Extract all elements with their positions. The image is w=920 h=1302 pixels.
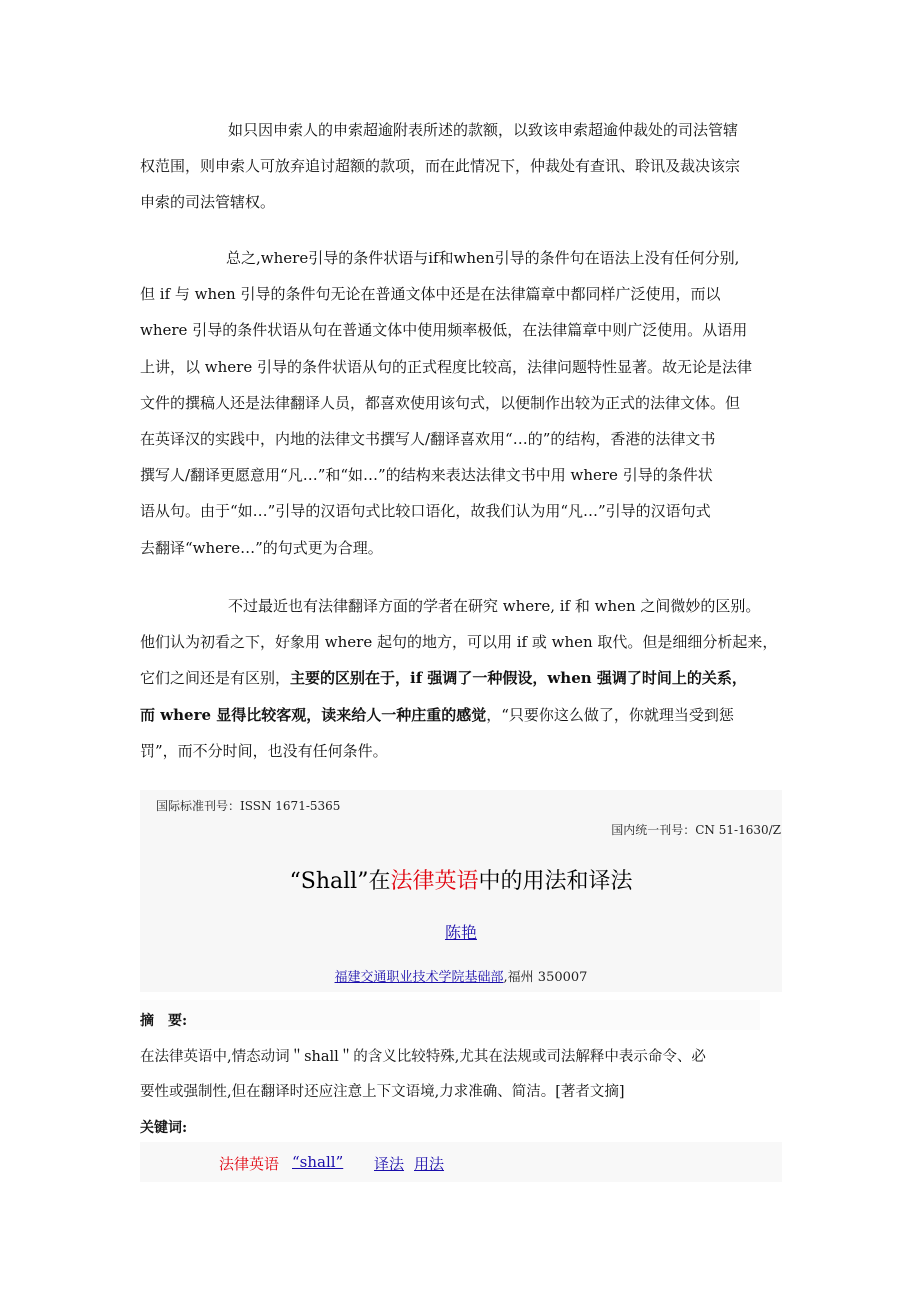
title-highlight: 法律英语 — [390, 869, 479, 894]
paragraph-3 — [140, 588, 790, 769]
paragraph-3-line — [140, 660, 790, 696]
article-title — [140, 864, 782, 895]
abstract-label: 摘 要: — [140, 1013, 188, 1029]
paragraph-3-line: 罚”，而不分时间，也没有任何条件。 — [140, 741, 388, 760]
normal-text: 它们之间还是有区别， — [140, 669, 291, 688]
paragraph-1 — [140, 112, 790, 221]
affiliation-link[interactable]: 福建交通职业技术学院基础部 — [334, 970, 504, 985]
keywords-label: 关键词: — [140, 1120, 188, 1136]
abstract-line: 在法律英语中,情态动词＂shall＂的含义比较特殊,尤其在法规或司法解释中表示命令、必 — [140, 1049, 706, 1065]
author-link[interactable]: 陈艳 — [444, 923, 477, 942]
paragraph-2-line: 撰写人/翻译更愿意用“凡…”和“如…”的结构来表达法律文书中用 where 引导的条件状 — [140, 466, 713, 485]
paragraph-1-line: 申索的司法管辖权。 — [140, 193, 276, 212]
author — [140, 920, 782, 943]
paragraph-2-line: 上讲，以 where 引导的条件状语从句的正式程度比较高，法律问题特性显著。故无论是法律 — [140, 357, 752, 376]
paragraph-3-line: 不过最近也有法律翻译方面的学者在研究 where, if 和 when 之间微妙的区别。 — [228, 597, 761, 615]
abstract-text — [140, 1040, 790, 1110]
normal-text: ，“只要你这么做了，你就理当受到惩 — [486, 705, 734, 724]
bold-text: 主要的区别在于，if 强调了一种假设，when 强调了时间上的关系， — [290, 669, 747, 688]
paragraph-2 — [140, 240, 790, 566]
paragraph-3-line: 他们认为初看之下，好象用 where 起句的地方，可以用 if 或 when 取代。但是细细分析起来， — [140, 633, 778, 652]
abstract-label-band — [140, 1000, 760, 1030]
keyword-link[interactable]: “shall” — [292, 1153, 344, 1171]
issn-number: 国际标准刊号：ISSN 1671-5365 — [156, 799, 341, 813]
keyword-link[interactable]: 译法 — [374, 1155, 405, 1173]
title-prefix: “Shall”在 — [289, 869, 391, 894]
keyword-link[interactable]: 法律英语 — [219, 1155, 280, 1173]
paragraph-2-line: 总之,where引导的条件状语与if和when引导的条件句在语法上没有任何分别, — [226, 249, 740, 267]
keyword-link[interactable]: 用法 — [414, 1155, 445, 1173]
title-suffix: 中的用法和译法 — [478, 869, 633, 894]
paragraph-3-line — [140, 697, 790, 733]
paragraph-1-line: 如只因申索人的申索超逾附表所述的款额，以致该申索超逾仲裁处的司法管辖 — [228, 121, 739, 139]
bold-text: 而 where 显得比较客观，读来给人一种庄重的感觉 — [140, 705, 487, 724]
paragraph-2-line: 但 if 与 when 引导的条件句无论在普通文体中还是在法律篇章中都同样广泛使用，而以 — [140, 285, 721, 304]
abstract-line: 要性或强制性,但在翻译时还应注意上下文语境,力求准确、简洁。[著者文摘] — [140, 1084, 625, 1100]
paragraph-2-line: 去翻译“where…”的句式更为合理。 — [140, 538, 383, 557]
affiliation-location: ,福州 350007 — [503, 970, 588, 985]
paragraph-2-line: where 引导的条件状语从句在普通文体中使用频率极低，在法律篇章中则广泛使用。从语用 — [140, 321, 748, 340]
paragraph-2-line: 语从句。由于“如…”引导的汉语句式比较口语化，故我们认为用“凡…”引导的汉语句式 — [140, 502, 711, 521]
cn-number: 国内统一刊号：CN 51-1630/Z — [611, 823, 781, 837]
affiliation — [140, 966, 782, 985]
paragraph-1-line: 权范围，则申索人可放弃追讨超额的款项，而在此情况下，仲裁处有查讯、聆讯及裁决该宗 — [140, 157, 741, 176]
paragraph-2-line: 文件的撰稿人还是法律翻译人员，都喜欢使用该句式，以便制作出较为正式的法律文体。但 — [140, 393, 741, 412]
paragraph-2-line: 在英译汉的实践中，内地的法律文书撰写人/翻译喜欢用“…的”的结构，香港的法律文书 — [140, 430, 716, 449]
